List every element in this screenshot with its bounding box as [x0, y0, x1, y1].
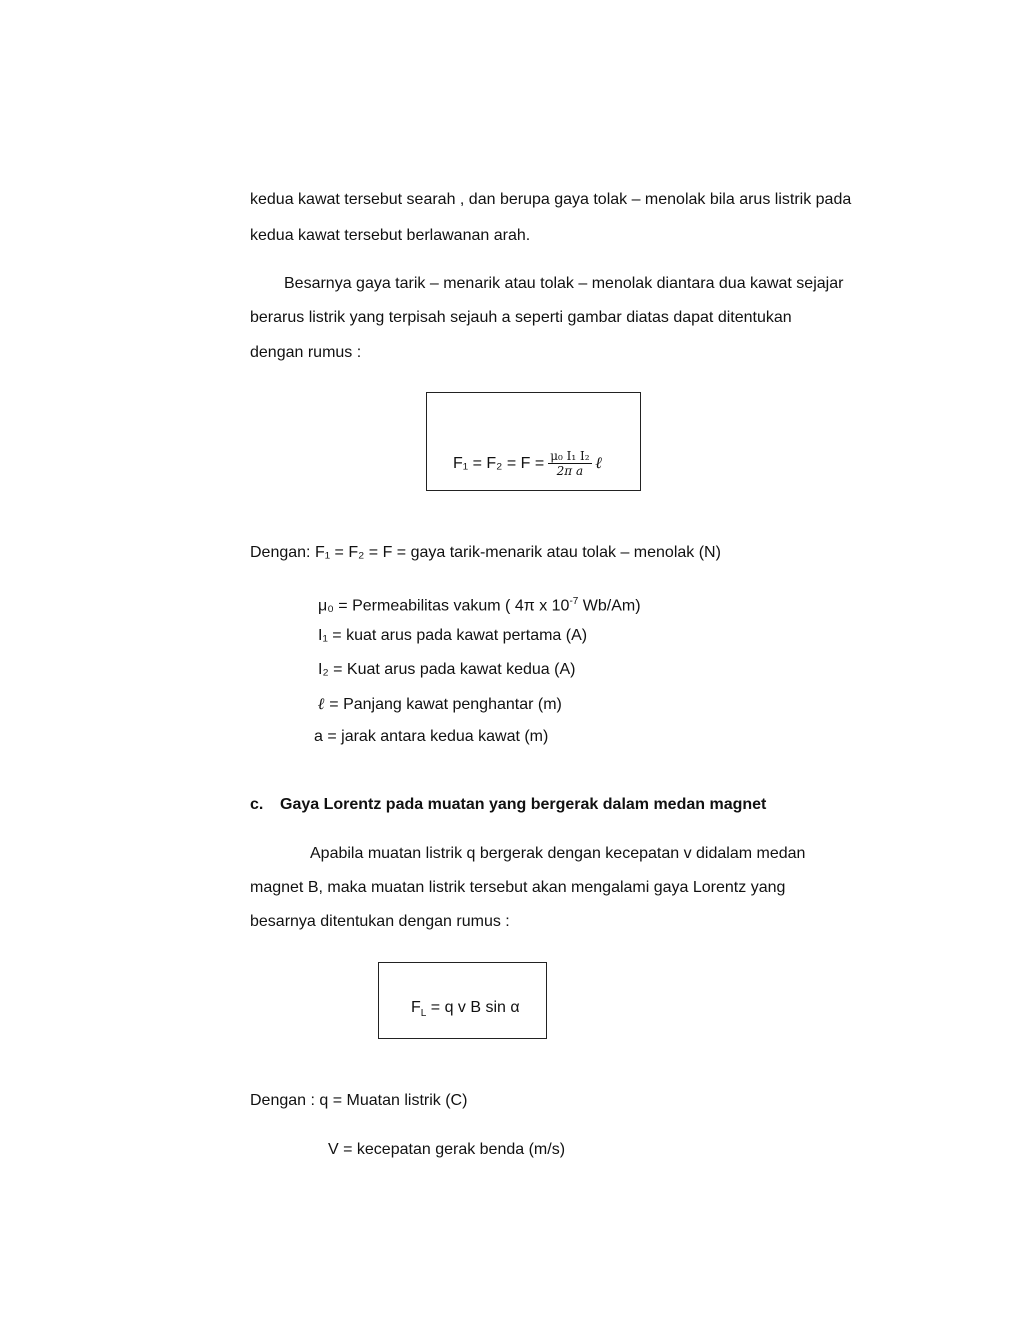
formula-lorentz: [411, 998, 520, 1024]
definition-velocity: V = kecepatan gerak benda (m/s): [328, 1141, 566, 1158]
definition-charge: Dengan : q = Muatan listrik (C): [250, 1092, 468, 1109]
paragraph-1-line-1: kedua kawat tersebut searah , dan berupa gaya tolak – menolak bila arus listrik pada: [250, 191, 852, 208]
formula-length-symbol: ℓ: [595, 453, 603, 472]
paragraph-3-line-2: magnet B, maka muatan listrik tersebut akan mengalami gaya Lorentz yang: [250, 879, 786, 896]
formula-numerator: μ₀ I₁ I₂: [550, 449, 590, 464]
definition-i2: I₂ = Kuat arus pada kawat kedua (A): [318, 661, 576, 678]
definition-distance: a = jarak antara kedua kawat (m): [314, 728, 549, 745]
section-c-marker: c.: [250, 796, 264, 813]
definition-length: [318, 694, 562, 715]
paragraph-3-line-3: besarnya ditentukan dengan rumus :: [250, 913, 510, 930]
paragraph-2-line-2: berarus listrik yang terpisah sejauh a seperti gambar diatas dapat ditentukan: [250, 309, 792, 326]
formula-lorentz-f: F: [411, 999, 421, 1016]
section-c-title: Gaya Lorentz pada muatan yang bergerak dalam medan magnet: [280, 796, 767, 813]
formula-box-lorentz: [378, 962, 547, 1039]
formula-parallel-wires: [453, 445, 602, 482]
paragraph-2-line-1: Besarnya gaya tarik – menarik atau tolak – menolak diantara dua kawat sejajar: [284, 275, 844, 292]
definition-i1: I₁ = kuat arus pada kawat pertama (A): [318, 627, 588, 644]
definition-length-text: = Panjang kawat penghantar (m): [324, 696, 562, 713]
formula-box-parallel-wires: [426, 392, 641, 491]
definition-mu0-unit: Wb/Am): [578, 597, 641, 615]
definition-mu0-text: μ₀ = Permeabilitas vakum ( 4π x 10: [318, 597, 570, 615]
formula-lorentz-rest: = q v B sin α: [426, 999, 520, 1016]
definition-force: Dengan: F₁ = F₂ = F = gaya tarik-menarik atau tolak – menolak (N): [250, 544, 721, 561]
paragraph-3-line-1: Apabila muatan listrik q bergerak dengan kecepatan v didalam medan: [310, 845, 806, 862]
formula-fraction: [548, 449, 591, 478]
paragraph-1-line-2: kedua kawat tersebut berlawanan arah.: [250, 227, 531, 244]
formula-lhs: F₁ = F₂ = F =: [453, 455, 545, 472]
definition-mu0: [318, 592, 641, 616]
paragraph-2-line-3: dengan rumus :: [250, 344, 362, 361]
definition-mu0-exponent: -7: [569, 596, 579, 607]
length-symbol: ℓ: [318, 694, 325, 713]
formula-denominator: 2π a: [556, 464, 584, 479]
formula-lorentz-subscript: L: [420, 1008, 427, 1020]
